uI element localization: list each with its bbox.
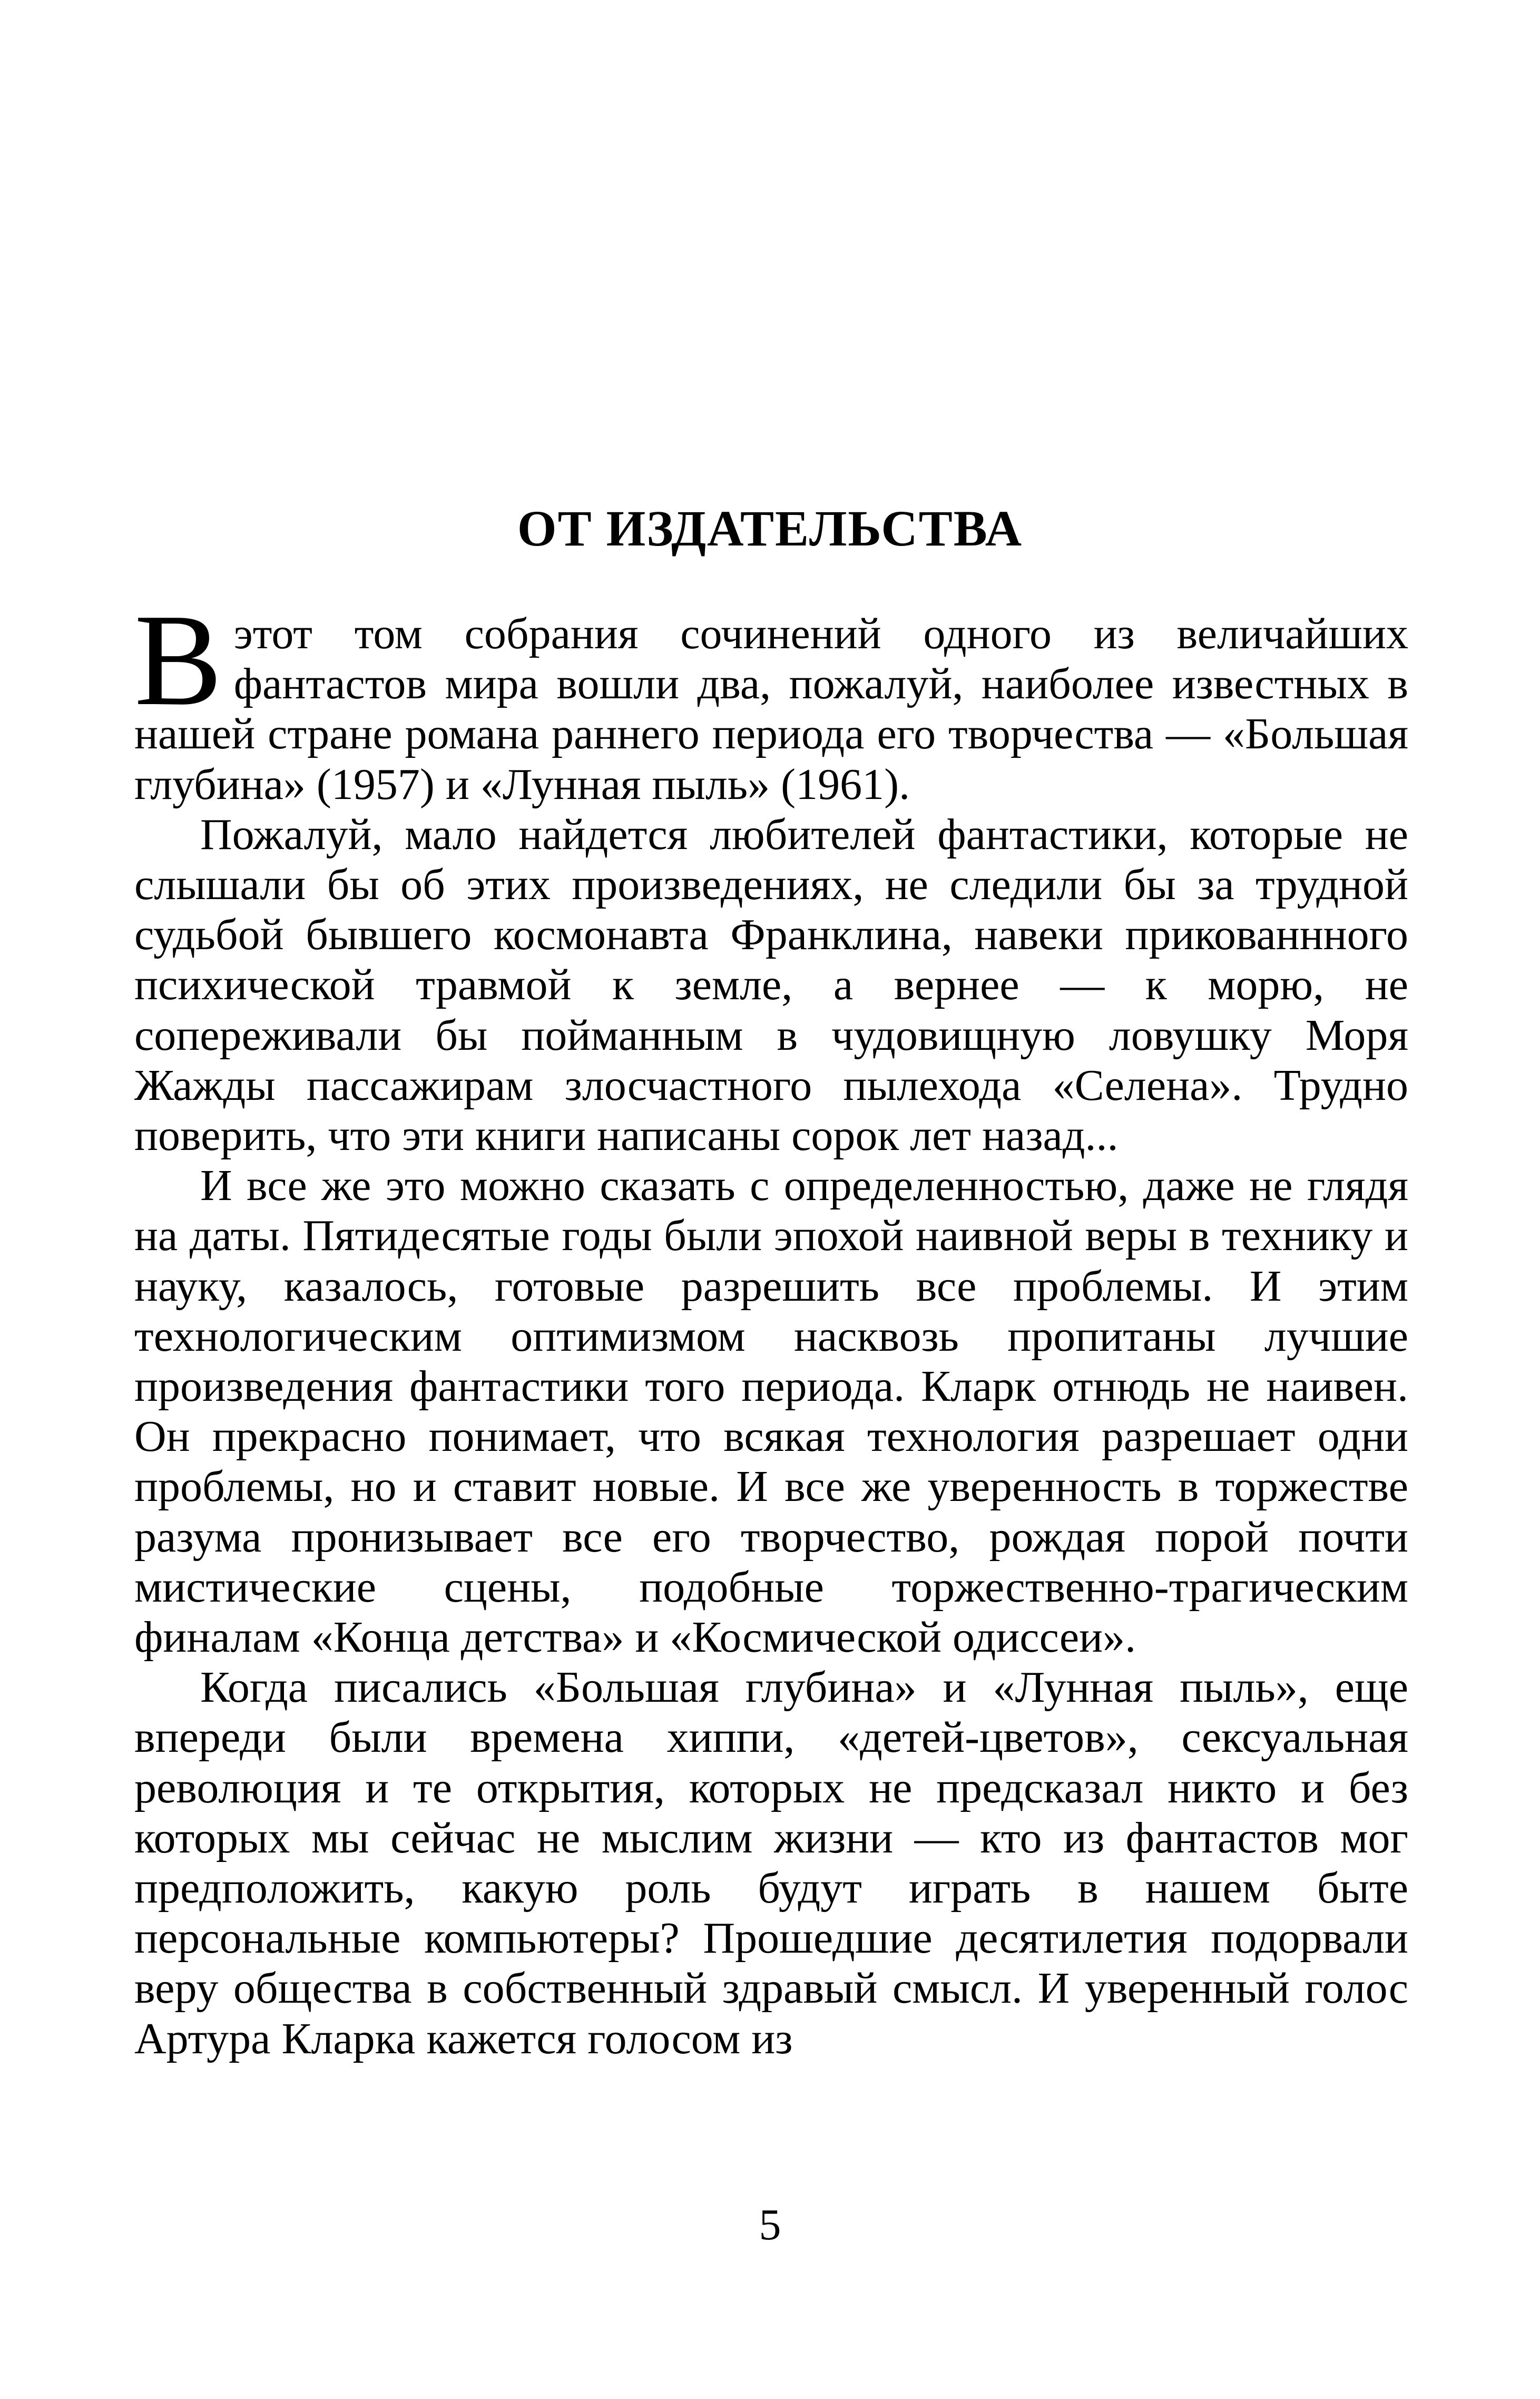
paragraph-1-text: этот том собрания сочинений одного из величайших фантастов мира вошли два, пожалуй, наиболее известных в нашей стране романа раннего периода его творчества — «Большая глубина» (1957) и «Лунная пыль» (1961). (134, 609, 1408, 809)
paragraph-2: Пожалуй, мало найдется любителей фантастики, которые не слышали бы об этих произведениях, не следили бы за трудной судьбой бывшего космонавта Франклина, навеки прикованнного психической травмой к земле, а вернее — к морю, не сопереживали бы пойманным в чудовищную ловушку Моря Жажды пассажирам злосчастного пылехода «Селена». Трудно поверить, что эти книги написаны сорок лет назад... (134, 810, 1408, 1161)
page-heading: ОТ ИЗДАТЕЛЬСТВА (517, 500, 1023, 557)
paragraph-4: Когда писались «Большая глубина» и «Лунная пыль», еще впереди были времена хиппи, «детей-цветов», сексуальная революция и те открытия, которых не предсказал никто и без которых мы сейчас не мыслим жизни — кто из фантастов мог предположить, какую роль будут играть в нашем быте персональные компьютеры? Прошедшие десятилетия подорвали веру общества в собственный здравый смысл. И уверенный голос Артура Кларка кажется голосом из (134, 1663, 1408, 2063)
page-number: 5 (759, 2200, 781, 2249)
paragraph-1 (134, 587, 1408, 810)
drop-cap: В (134, 587, 222, 733)
body-text (134, 587, 1408, 2064)
paragraph-3: И все же это можно сказать с определенностью, даже не глядя на даты. Пятидесятые годы были эпохой наивной веры в технику и науку, казалось, готовые разрешить все проблемы. И этим технологическим оптимизмом насквозь пропитаны лучшие произведения фантастики того периода. Кларк отнюдь не наивен. Он прекрасно понимает, что всякая технология разрешает одни проблемы, но и ставит новые. И все же уверенность в торжестве разума пронизывает все его творчество, рождая порой почти мистические сцены, подобные торжественно-трагическим финалам «Конца детства» и «Космической одиссеи». (134, 1161, 1408, 1662)
